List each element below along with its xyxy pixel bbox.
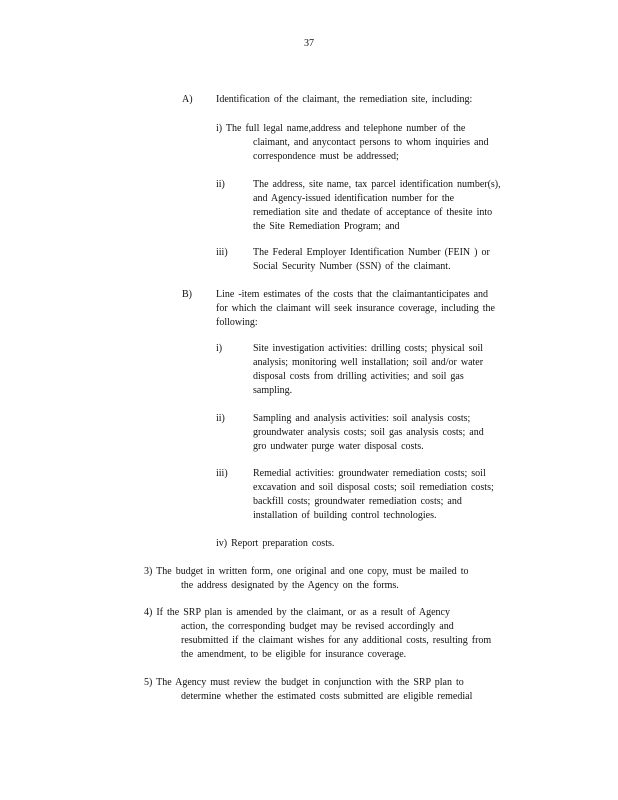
item-number: ii): [216, 413, 225, 424]
page-number: 37: [304, 38, 314, 49]
numbered-item-first-line: 3) The budget in written form, one original and one copy, must be mailed to: [144, 566, 469, 577]
item-number: iii): [216, 247, 228, 258]
item-line: The address, site name, tax parcel identification number(s),: [253, 179, 501, 190]
section-b-line: for which the claimant will seek insurance coverage, including the: [216, 303, 495, 314]
section-b-line: Line -item estimates of the costs that the claimantanticipates and: [216, 289, 489, 300]
item-line: remediation site and thedate of acceptance of thesite into: [253, 207, 493, 218]
item-line: backfill costs; groundwater remediation costs; and: [253, 496, 462, 507]
item-line: disposal costs from drilling activities; and soil gas: [253, 371, 464, 382]
item-line: groundwater analysis costs; soil gas analysis costs; and: [253, 427, 484, 438]
section-b-label: B): [182, 289, 192, 300]
section-a-heading: Identification of the claimant, the remediation site, including:: [216, 94, 473, 105]
numbered-item-line: determine whether the estimated costs submitted are eligible remedial: [181, 691, 473, 702]
item-line: analysis; monitoring well installation; soil and/or water: [253, 357, 484, 368]
numbered-item-line: the amendment, to be eligible for insurance coverage.: [181, 649, 407, 660]
item-number: ii): [216, 179, 225, 190]
item-line: sampling.: [253, 385, 293, 396]
section-b-line: following:: [216, 317, 258, 328]
item-first-line: i) The full legal name,address and telephone number of the: [216, 123, 466, 134]
numbered-item-first-line: 4) If the SRP plan is amended by the claimant, or as a result of Agency: [144, 607, 450, 618]
item-line: correspondence must be addressed;: [253, 151, 399, 162]
item-number: iii): [216, 468, 228, 479]
item-line: claimant, and anycontact persons to whom inquiries and: [253, 137, 489, 148]
numbered-item-line: resubmitted if the claimant wishes for any additional costs, resulting from: [181, 635, 492, 646]
item-line: Sampling and analysis activities: soil analysis costs;: [253, 413, 471, 424]
item-line: installation of building control technologies.: [253, 510, 437, 521]
item-line: The Federal Employer Identification Number (FEIN ) or: [253, 247, 490, 258]
item-line: gro undwater purge water disposal costs.: [253, 441, 424, 452]
item-number: i): [216, 343, 223, 354]
item-line: Remedial activities: groundwater remediation costs; soil: [253, 468, 486, 479]
numbered-item-line: action, the corresponding budget may be revised accordingly and: [181, 621, 454, 632]
item-first-line: iv) Report preparation costs.: [216, 538, 335, 549]
item-line: Social Security Number (SSN) of the claimant.: [253, 261, 451, 272]
item-line: the Site Remediation Program; and: [253, 221, 400, 232]
section-a-label: A): [182, 94, 193, 105]
numbered-item-first-line: 5) The Agency must review the budget in conjunction with the SRP plan to: [144, 677, 464, 688]
item-line: Site investigation activities: drilling costs; physical soil: [253, 343, 484, 354]
item-line: excavation and soil disposal costs; soil remediation costs;: [253, 482, 494, 493]
item-line: and Agency-issued identification number for the: [253, 193, 455, 204]
numbered-item-line: the address designated by the Agency on the forms.: [181, 580, 399, 591]
